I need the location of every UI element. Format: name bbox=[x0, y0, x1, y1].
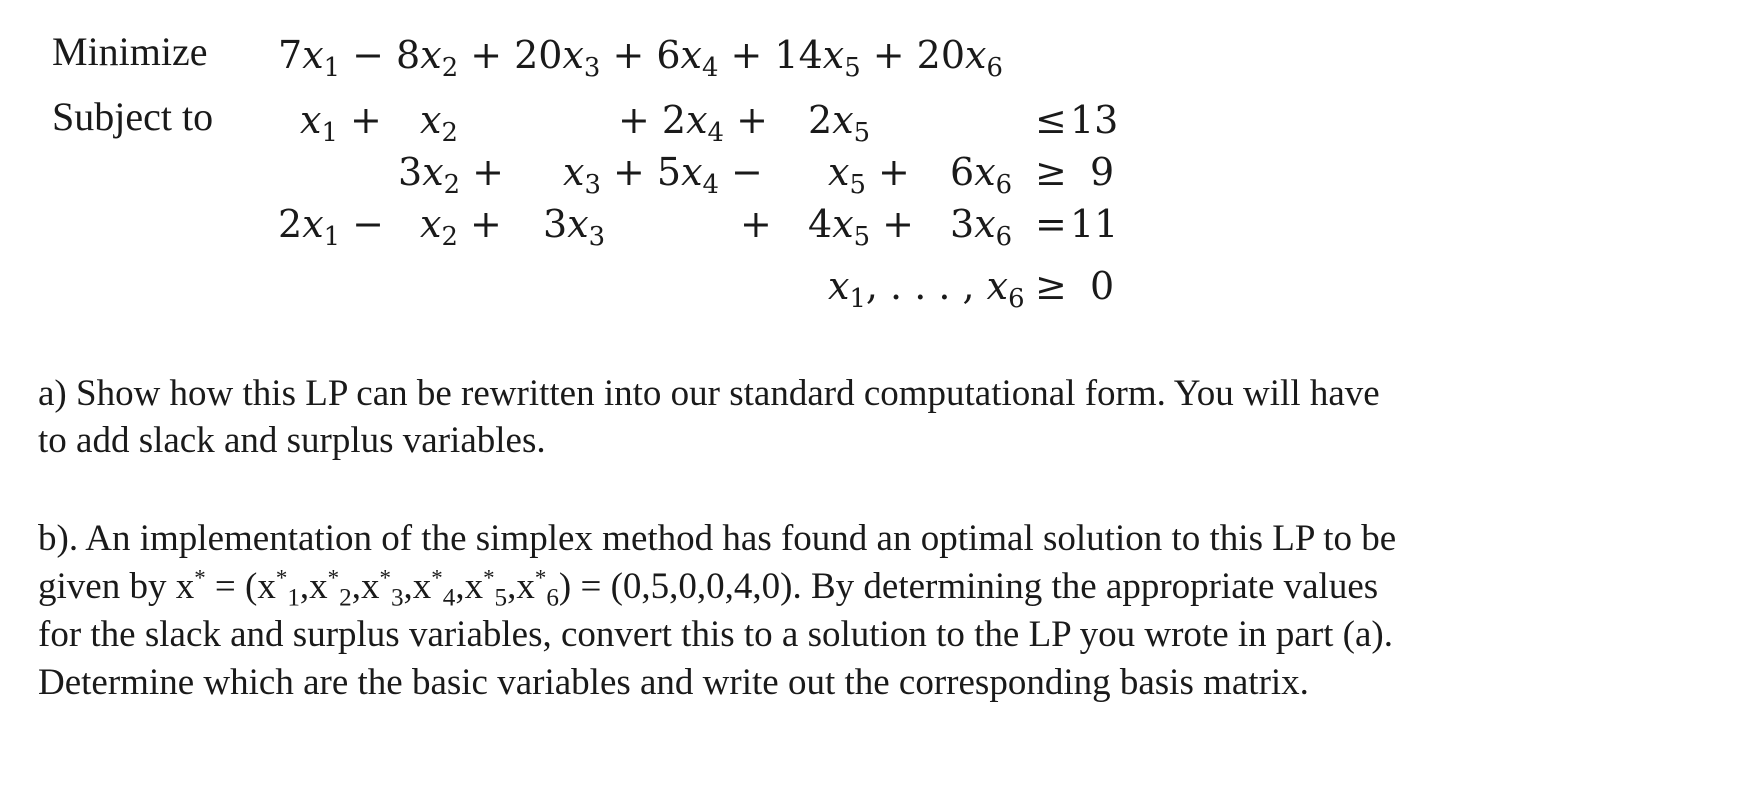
minimize-label: Minimize bbox=[52, 29, 208, 74]
constraint-3-rel: = bbox=[1035, 202, 1067, 246]
objective-function: $7x_1 - 8x_2 + 20x_3 + 6x_4 + 14x_5 + 20x_6$ bbox=[278, 33, 1003, 83]
constraint-1-rhs: 13 bbox=[1070, 98, 1119, 142]
constraint-3-term: $3x_6$ bbox=[950, 202, 1013, 252]
constraint-2-rel: ≥ bbox=[1035, 150, 1067, 194]
subject-to-label: Subject to bbox=[52, 94, 214, 139]
solution-values: = (0,5,0,0,4,0). By determining the appropriate values bbox=[571, 566, 1379, 607]
constraint-2-term: $x_5$ + bbox=[828, 150, 910, 200]
constraint-3-term: + bbox=[740, 202, 772, 246]
nonnegativity-vars: $x_1$, . . . , $x_6$ bbox=[828, 264, 1025, 314]
part-b-line: Determine which are the basic variables and write out the corresponding basis matrix. bbox=[38, 662, 1309, 703]
part-a-line: a) Show how this LP can be rewritten into our standard computational form. You will have bbox=[38, 373, 1380, 414]
constraint-2-term: $3x_2$ + bbox=[398, 150, 504, 200]
constraint-1-term: $2x_5$ bbox=[808, 98, 871, 148]
constraint-1-term: $x_1$ + bbox=[300, 98, 382, 148]
part-b-line: given by $x^* = (x^*_1,x^*_2,x^*_3,x^*_4,x^*_5,x^*_6) = (0,5,0,0,4,0)$. By determining the appropriate values bbox=[38, 565, 1379, 612]
part-b-question bbox=[38, 515, 1698, 707]
constraint-3-rhs: 11 bbox=[1070, 202, 1119, 246]
nonnegativity-rhs: 0 bbox=[1090, 264, 1115, 308]
constraint-1-term: $x_2$ bbox=[420, 98, 458, 148]
constraint-3-term: $2x_1$ − bbox=[278, 202, 384, 252]
constraint-2-term: $6x_6$ bbox=[950, 150, 1013, 200]
constraint-1-rel: ≤ bbox=[1035, 98, 1067, 142]
constraint-3-term: $3x_3$ bbox=[543, 202, 606, 252]
part-b-line: for the slack and surplus variables, convert this to a solution to the LP you wrote in part (a). bbox=[38, 614, 1393, 655]
constraint-3-term: $x_2$ + bbox=[420, 202, 502, 252]
constraint-3-term: $4x_5$ + bbox=[808, 202, 914, 252]
part-a-question bbox=[38, 370, 1698, 464]
linear-program bbox=[0, 0, 1750, 330]
nonnegativity-rel: ≥ bbox=[1035, 264, 1067, 308]
constraint-1-term: + $2x_4$ + bbox=[618, 98, 768, 148]
constraint-2-rhs: 9 bbox=[1090, 150, 1115, 194]
part-b-line: b). An implementation of the simplex method has found an optimal solution to this LP to be bbox=[38, 518, 1397, 559]
constraint-2-term: $x_3 + 5x_4$ − bbox=[563, 150, 763, 200]
part-a-line: to add slack and surplus variables. bbox=[38, 420, 546, 461]
